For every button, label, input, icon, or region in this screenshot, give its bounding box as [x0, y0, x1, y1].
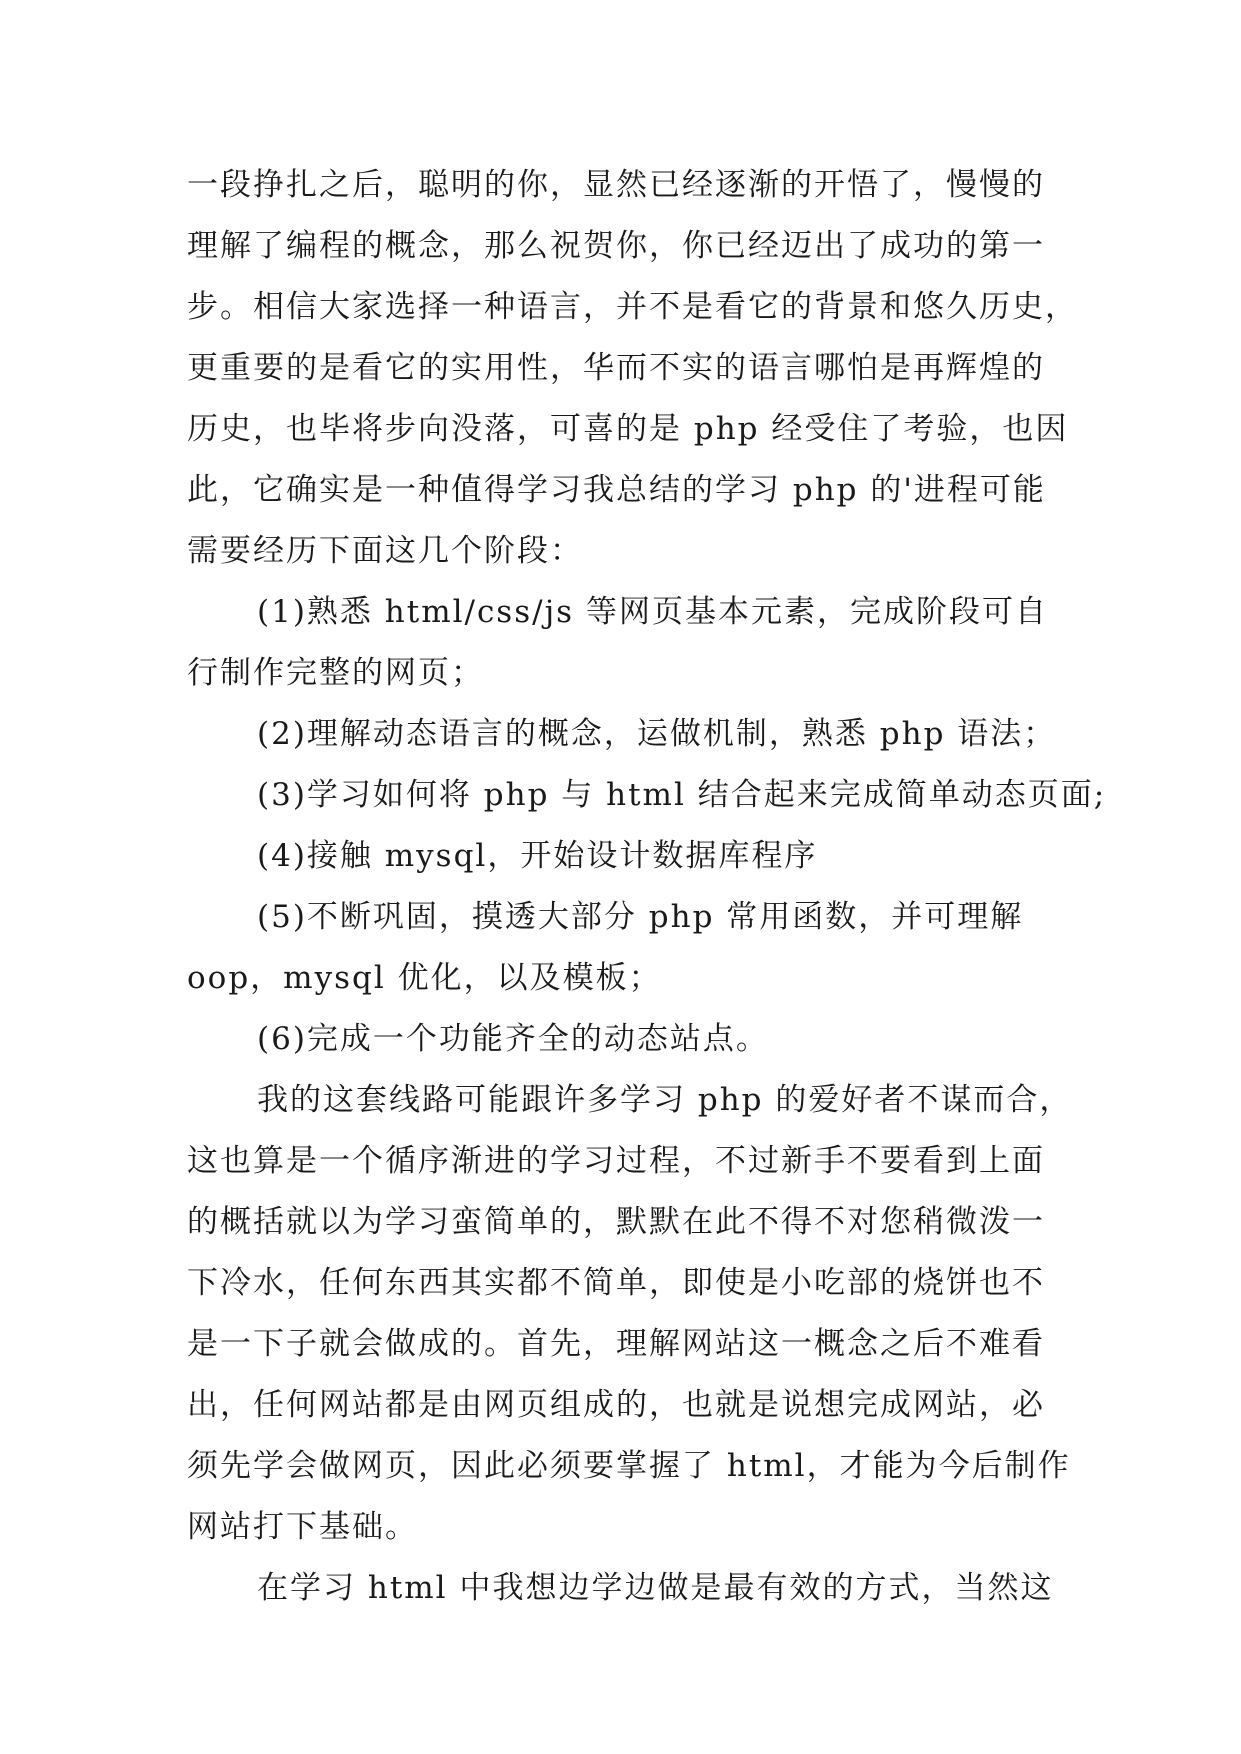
text-line: 一段挣扎之后，聪明的你，显然已经逐渐的开悟了，慢慢的: [187, 167, 1045, 203]
list-item-3: (3)学习如何将 php 与 html 结合起来完成简单动态页面;: [257, 777, 1107, 813]
text-line: 的概括就以为学习蛮简单的，默默在此不得不对您稍微泼一: [187, 1204, 1045, 1240]
list-item-5: (5)不断巩固，摸透大部分 php 常用函数，并可理解: [257, 899, 1024, 935]
list-item-1: (1)熟悉 html/css/js 等网页基本元素，完成阶段可自: [257, 594, 1048, 630]
document-page: [187, 155, 1107, 1619]
text-line: 此，它确实是一种值得学习我总结的学习 php 的'进程可能: [187, 472, 1046, 508]
text-line: 更重要的是看它的实用性，华而不实的语言哪怕是再辉煌的: [187, 350, 1045, 386]
paragraph-start: 在学习 html 中我想边学边做是最有效的方式，当然这: [257, 1570, 1054, 1606]
list-item-4: (4)接触 mysql，开始设计数据库程序: [257, 838, 818, 874]
list-item-2: (2)理解动态语言的概念，运做机制，熟悉 php 语法；: [257, 716, 1057, 752]
text-line: 下冷水，任何东西其实都不简单，即使是小吃部的烧饼也不: [187, 1265, 1045, 1301]
text-line: 这也算是一个循序渐进的学习过程，不过新手不要看到上面: [187, 1143, 1045, 1179]
text-line: 出，任何网站都是由网页组成的，也就是说想完成网站，必: [187, 1387, 1045, 1423]
text-line: 是一下子就会做成的。首先，理解网站这一概念之后不难看: [187, 1326, 1045, 1362]
text-line: 历史，也毕将步向没落，可喜的是 php 经受住了考验，也因: [187, 411, 1069, 447]
text-line: 行制作完整的网页；: [187, 655, 484, 691]
paragraph-start: 我的这套线路可能跟许多学习 php 的爱好者不谋而合，: [257, 1082, 1073, 1118]
text-line: 网站打下基础。: [187, 1509, 418, 1545]
text-line: 需要经历下面这几个阶段：: [187, 533, 583, 569]
text-line: oop，mysql 优化，以及模板；: [187, 960, 662, 996]
list-item-6: (6)完成一个功能齐全的动态站点。: [257, 1021, 769, 1057]
text-line: 理解了编程的概念，那么祝贺你，你已经迈出了成功的第一: [187, 228, 1045, 264]
text-line: 步。相信大家选择一种语言，并不是看它的背景和悠久历史，: [187, 289, 1078, 325]
text-line: 须先学会做网页，因此必须要掌握了 html，才能为今后制作: [187, 1448, 1071, 1484]
